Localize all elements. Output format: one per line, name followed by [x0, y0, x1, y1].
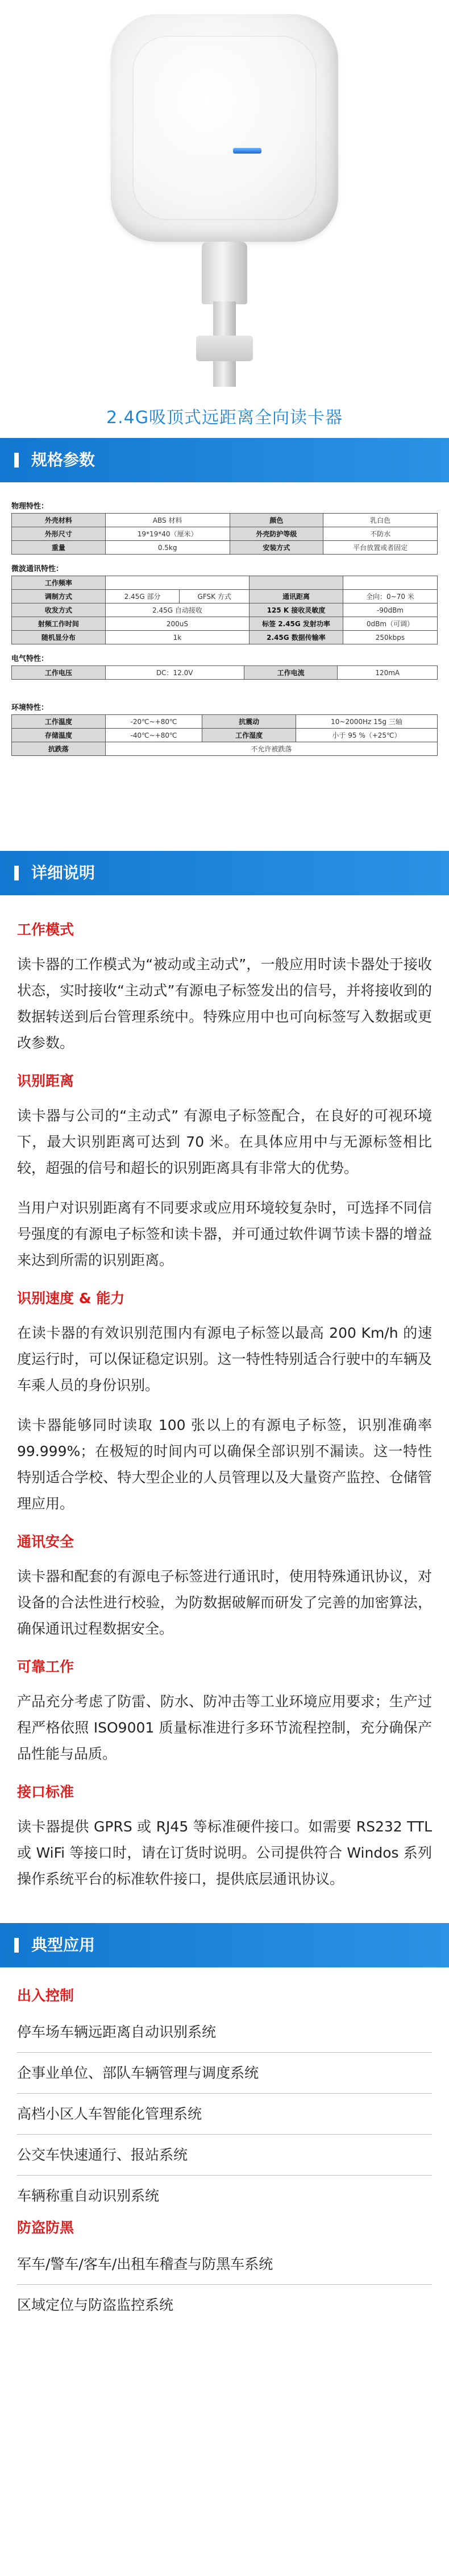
- list-item: 区域定位与防盗监控系统: [17, 2297, 174, 2313]
- section-banner-specs: 规格参数: [0, 438, 449, 482]
- spec-key: 工作湿度: [202, 729, 296, 742]
- detail-paragraph: 当用户对识别距离有不同要求或应用环境较复杂时，可选择不同信号强度的有源电子标签和读卡器，并可通过软件调节读卡器的增益来达到所需的识别距离。: [17, 1200, 432, 1268]
- section-banner-apps: 典型应用: [0, 1923, 449, 1967]
- spec-key: 随机显分布: [12, 631, 106, 644]
- spec-value: ABS 材料: [105, 514, 230, 527]
- spec-key: 抗跌落: [12, 742, 106, 756]
- spec-key: 重量: [12, 541, 106, 555]
- spec-key: 外形尺寸: [12, 527, 106, 541]
- spec-table-electrical: [11, 665, 438, 680]
- applications-section: [0, 1967, 449, 2326]
- spec-value: 0.5kg: [105, 541, 230, 555]
- table-row: [12, 617, 438, 631]
- table-row: [12, 514, 438, 527]
- spec-value: 不允许被跌落: [105, 742, 437, 756]
- mount-bracket: [202, 242, 247, 304]
- table-row: [12, 603, 438, 617]
- spec-group-title-rf: 微波通讯特性：: [11, 565, 64, 573]
- spec-value: 不防水: [323, 527, 438, 541]
- detail-paragraph: 读卡器和配套的有源电子标签进行通讯时，使用特殊通讯协议，对设备的合法性进行校验，为防数据破解而研发了完善的加密算法，确保通讯过程数据安全。: [17, 1568, 432, 1637]
- spec-key: 调制方式: [12, 590, 106, 603]
- table-row: [12, 576, 438, 590]
- reader-device-body: [111, 14, 338, 242]
- list-item: 公交车快速通行、报站系统: [17, 2135, 432, 2176]
- spec-value: 19*19*40（厘米）: [105, 527, 230, 541]
- reader-device-face: [134, 37, 315, 219]
- spec-value: 平台放置或者固定: [323, 541, 438, 555]
- spec-key: 存储温度: [12, 729, 106, 742]
- detail-heading: 识别速度 & 能力: [17, 1290, 125, 1306]
- spec-key: 标签 2.45G 发射功率: [250, 617, 343, 631]
- list-item: 车辆称重自动识别系统: [17, 2188, 160, 2204]
- spec-key: [250, 576, 343, 590]
- spec-value: [105, 576, 249, 590]
- spec-key: 外壳防护等级: [230, 527, 323, 541]
- table-row: [12, 541, 438, 555]
- list-item: 高档小区人车智能化管理系统: [17, 2094, 432, 2135]
- spec-value: 120mA: [338, 666, 438, 680]
- spec-value: 250kbps: [343, 631, 437, 644]
- spec-key: 颜色: [230, 514, 323, 527]
- list-item: 军车/警车/客车/出租车稽查与防黑车系统: [17, 2244, 432, 2285]
- spec-table-environment: [11, 714, 438, 756]
- spec-key: 抗震动: [202, 715, 296, 729]
- detail-heading: 工作模式: [17, 921, 74, 938]
- table-row: [12, 666, 438, 680]
- spec-key: 射频工作时间: [12, 617, 106, 631]
- spec-table-rf: [11, 576, 438, 644]
- spec-value: -20℃~+80℃: [105, 715, 202, 729]
- table-row: [12, 590, 438, 603]
- spec-value: 2.45G 自动接收: [105, 603, 249, 617]
- spec-value: 10~2000Hz 15g 三轴: [296, 715, 437, 729]
- list-item: 企事业单位、部队车辆管理与调度系统: [17, 2053, 432, 2094]
- list-item: 停车场车辆远距离自动识别系统: [17, 2012, 432, 2053]
- spec-table-physical: [11, 513, 438, 555]
- spec-sheet: [0, 482, 449, 851]
- table-row: [12, 742, 438, 756]
- spec-value: 2.45G 部分: [105, 590, 180, 603]
- spec-key: 通讯距离: [250, 590, 343, 603]
- table-row: [12, 527, 438, 541]
- spec-value: 1k: [105, 631, 249, 644]
- status-led-icon: [233, 148, 261, 154]
- app-group-heading: 防盗防黑: [17, 2219, 74, 2236]
- table-row: [12, 715, 438, 729]
- spec-value: 全向：0~70 米: [343, 590, 437, 603]
- detail-section: [0, 895, 449, 1923]
- app-group-heading: 出入控制: [17, 1987, 74, 2004]
- spec-group-title-environment: 环境特性：: [11, 704, 49, 712]
- detail-heading: 可靠工作: [17, 1659, 74, 1675]
- table-row: [12, 631, 438, 644]
- spec-value: [343, 576, 437, 590]
- spec-key: 收发方式: [12, 603, 106, 617]
- spec-value: -40℃~+80℃: [105, 729, 202, 742]
- spec-value: 小于 95 %（+25℃）: [296, 729, 437, 742]
- detail-paragraph: 读卡器与公司的“主动式” 有源电子标签配合，在良好的可视环境下，最大识别距离可达到 70 米。在具体应用中与无源标签相比较，超强的信号和超长的识别距离具有非常大的优势。: [17, 1107, 432, 1176]
- spec-value: GFSK 方式: [180, 590, 250, 603]
- spec-value: 0dBm（可调）: [343, 617, 437, 631]
- spec-key: 125 K 接收灵敏度: [250, 603, 343, 617]
- spec-key: 工作温度: [12, 715, 106, 729]
- spec-group-title-electrical: 电气特性：: [11, 655, 49, 663]
- spec-value: 200uS: [105, 617, 249, 631]
- spec-value: 乳白色: [323, 514, 438, 527]
- table-row: [12, 729, 438, 742]
- spec-key: 工作电压: [12, 666, 106, 680]
- detail-paragraph: 读卡器提供 GPRS 或 RJ45 等标准硬件接口。如需要 RS232 TTL 或 WiFi 等接口时，请在订货时说明。公司提供符合 Windos 系列操作系统平台的标准软件接口，提供底层通讯协议。: [17, 1818, 432, 1887]
- detail-paragraph: 产品充分考虑了防雷、防水、防冲击等工业环境应用要求；生产过程严格依照 ISO9001 质量标准进行多环节流程控制，充分确保产品性能与品质。: [17, 1693, 432, 1762]
- product-photo: [0, 0, 449, 398]
- spec-group-title-physical: 物理特性：: [11, 502, 49, 511]
- spec-value: -90dBm: [343, 603, 437, 617]
- product-title: 2.4G吸顶式远距离全向读卡器: [106, 408, 343, 428]
- spec-key: 工作频率: [12, 576, 106, 590]
- spec-value: DC：12.0V: [105, 666, 244, 680]
- mount-clamp: [196, 336, 253, 361]
- spec-key: 外壳材料: [12, 514, 106, 527]
- detail-heading: 识别距离: [17, 1073, 74, 1089]
- spec-key: 工作电流: [244, 666, 338, 680]
- detail-heading: 接口标准: [17, 1784, 74, 1800]
- detail-heading: 通讯安全: [17, 1533, 74, 1550]
- spec-key: 2.45G 数据传输率: [250, 631, 343, 644]
- section-banner-detail: 详细说明: [0, 851, 449, 895]
- detail-paragraph: 读卡器能够同时读取 100 张以上的有源电子标签，识别准确率 99.999%；在极短的时间内可以确保全部识别不漏读。这一特性特别适合学校、特大型企业的人员管理以及大量资产监控、仓储管理应用。: [17, 1417, 432, 1512]
- spec-key: 安装方式: [230, 541, 323, 555]
- detail-paragraph: 读卡器的工作模式为“被动或主动式”，一般应用时读卡器处于接收状态，实时接收“主动式”有源电子标签发出的信号，并将接收到的数据转送到后台管理系统中。特殊应用中也可向标签写入数据或更改参数。: [17, 956, 432, 1051]
- detail-paragraph: 在读卡器的有效识别范围内有源电子标签以最高 200 Km/h 的速度运行时，可以保证稳定识别。这一特性特别适合行驶中的车辆及车乘人员的身份识别。: [17, 1325, 432, 1394]
